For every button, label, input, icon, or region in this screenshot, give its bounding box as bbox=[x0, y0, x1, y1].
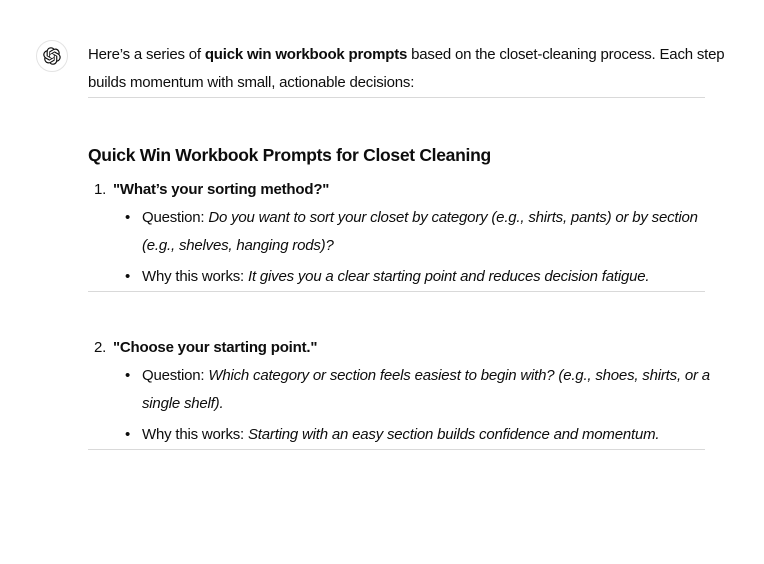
bullet-why bbox=[142, 263, 705, 291]
bullet-question bbox=[142, 362, 710, 418]
bullet-label: Why this works: bbox=[142, 268, 248, 285]
bullet-text-line: Starting with an easy section builds confidence and momentum. bbox=[247, 426, 660, 443]
list-marker: 1. bbox=[94, 181, 107, 198]
bullet-text-line: (e.g., shelves, hanging rods)? bbox=[142, 237, 334, 254]
intro-bold: quick win workbook prompts bbox=[204, 46, 408, 63]
bullet-question bbox=[142, 204, 705, 260]
divider bbox=[88, 291, 705, 292]
bullet-label: Question: bbox=[142, 367, 209, 384]
assistant-avatar bbox=[36, 40, 68, 72]
bullet-text-line: single shelf). bbox=[142, 395, 224, 412]
numbered-item-title: "Choose your starting point." bbox=[113, 339, 318, 356]
divider bbox=[88, 449, 705, 450]
numbered-item-1 bbox=[88, 176, 705, 204]
list-marker: 2. bbox=[94, 339, 107, 356]
bullet-text-line: It gives you a clear starting point and reduces decision fatigue. bbox=[247, 268, 650, 285]
message-content bbox=[88, 0, 725, 450]
intro-pre: Here’s a series of bbox=[88, 46, 205, 63]
intro-post: based on the closet-cleaning process. Each step bbox=[407, 46, 725, 63]
openai-logo-icon bbox=[43, 47, 61, 65]
divider bbox=[88, 97, 705, 98]
bullet-list-1 bbox=[88, 204, 705, 291]
bullet-label: Why this works: bbox=[142, 426, 248, 443]
intro-line2: builds momentum with small, actionable decisions: bbox=[88, 74, 415, 91]
section-heading: Quick Win Workbook Prompts for Closet Cleaning bbox=[88, 145, 491, 165]
bullet-label: Question: bbox=[142, 209, 209, 226]
intro-text bbox=[88, 46, 724, 63]
intro-paragraph bbox=[88, 41, 725, 97]
numbered-item-2 bbox=[88, 334, 705, 362]
bullet-list-2 bbox=[88, 362, 710, 449]
bullet-text-line: Which category or section feels easiest to begin with? (e.g., shoes, shirts, or a bbox=[208, 367, 710, 384]
numbered-item-title: "What’s your sorting method?" bbox=[113, 181, 330, 198]
bullet-why bbox=[142, 421, 705, 449]
bullet-text-line: Do you want to sort your closet by category (e.g., shirts, pants) or by section bbox=[208, 209, 698, 226]
